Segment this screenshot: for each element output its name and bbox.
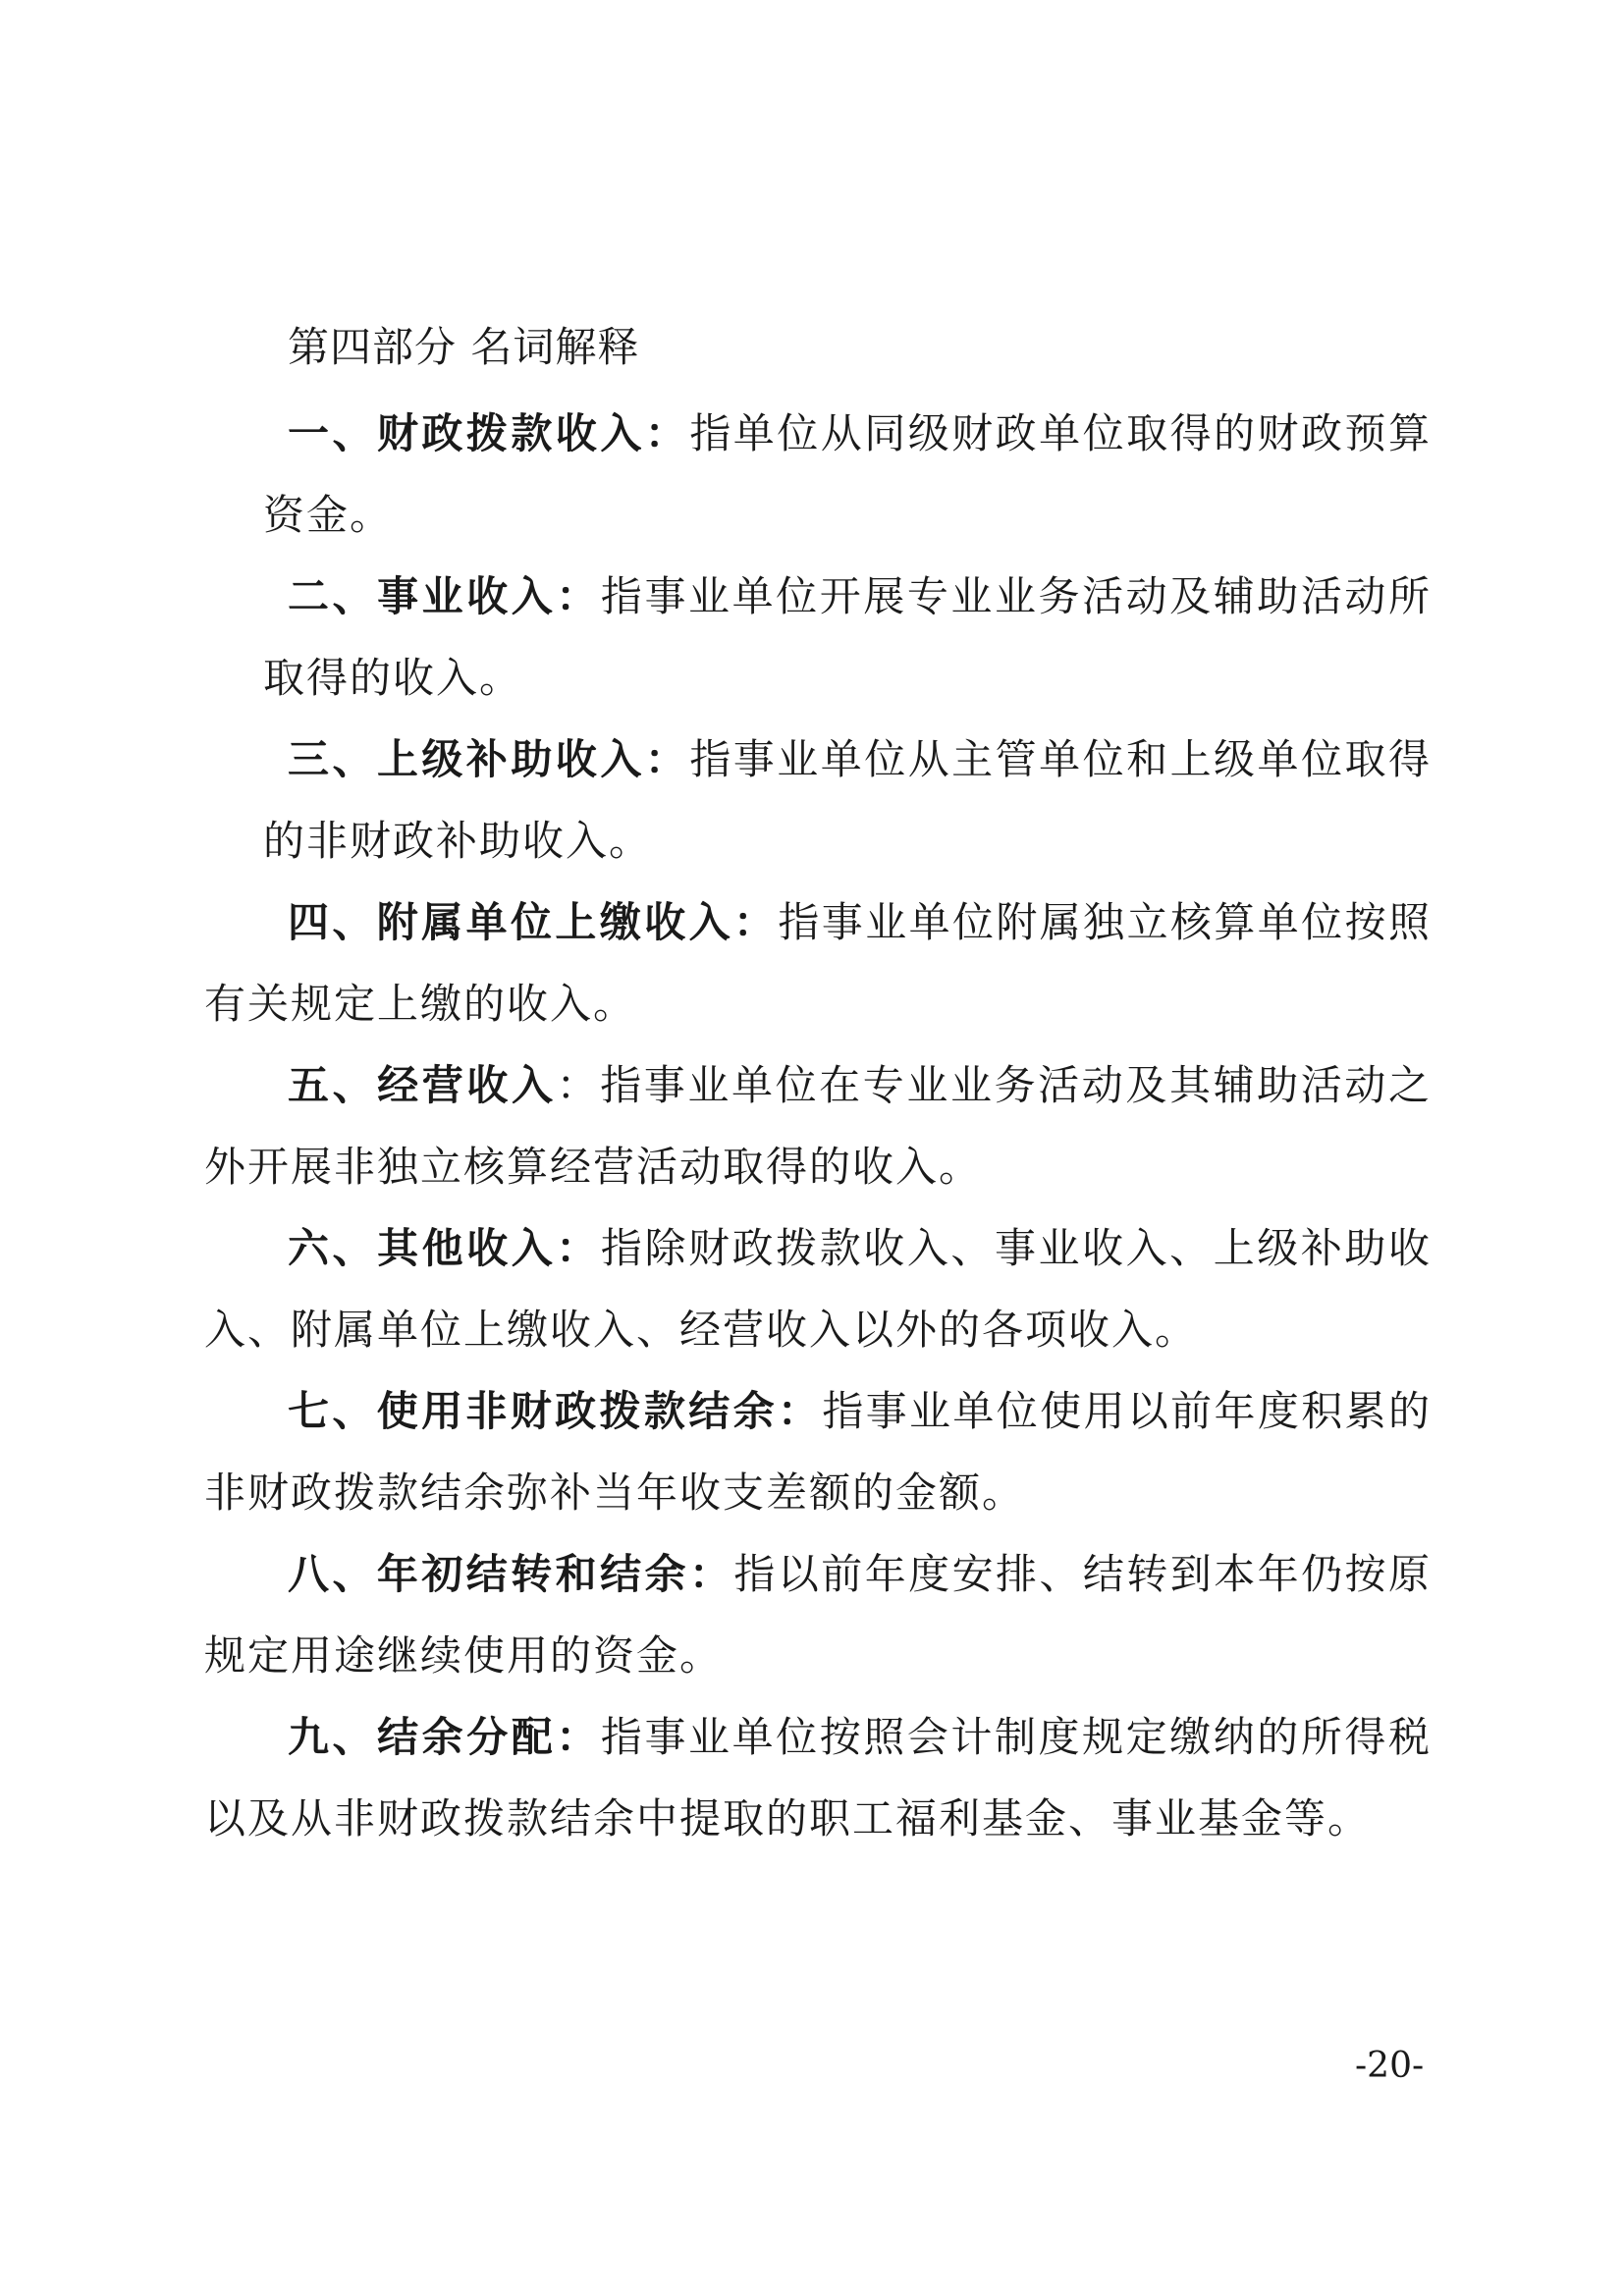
glossary-term: 一、财政拨款收入： <box>288 409 690 457</box>
glossary-definition: 指以前年度安排、结转到本年仍按原规定用途继续使用的资金。 <box>204 1550 1432 1680</box>
glossary-entry-8 <box>204 1533 1432 1696</box>
glossary-entry-6 <box>204 1207 1432 1370</box>
glossary-term: 七、使用非财政拨款结余： <box>288 1387 823 1435</box>
glossary-definition: 指单位从同级财政单位取得的财政预算资金。 <box>263 409 1432 539</box>
glossary-definition: ：指事业单位在专业业务活动及其辅助活动之外开展非独立核算经营活动取得的收入。 <box>204 1061 1432 1191</box>
glossary-entry-3 <box>204 719 1432 881</box>
glossary-entry-2 <box>204 556 1432 719</box>
glossary-term: 四、附属单位上缴收入： <box>288 898 779 946</box>
glossary-term: 三、上级补助收入： <box>288 735 690 783</box>
page-number: -20- <box>1355 2046 1425 2086</box>
glossary-term: 九、结余分配： <box>288 1713 601 1761</box>
glossary-entry-5 <box>204 1044 1432 1207</box>
glossary-definition: 指除财政拨款收入、事业收入、上级补助收入、附属单位上缴收入、经营收入以外的各项收入。 <box>204 1224 1432 1354</box>
glossary-definition: 指事业单位开展专业业务活动及辅助活动所取得的收入。 <box>263 572 1432 702</box>
glossary-term: 八、年初结转和结余： <box>288 1550 734 1598</box>
glossary-term: 六、其他收入： <box>288 1224 601 1272</box>
glossary-definition: 指事业单位按照会计制度规定缴纳的所得税以及从非财政拨款结余中提取的职工福利基金、事业基金等。 <box>204 1713 1432 1842</box>
glossary-definition: 指事业单位使用以前年度积累的非财政拨款结余弥补当年收支差额的金额。 <box>204 1387 1432 1517</box>
glossary-entry-1 <box>204 393 1432 556</box>
glossary-definition: 指事业单位附属独立核算单位按照有关规定上缴的收入。 <box>204 898 1432 1028</box>
glossary-term: 二、事业收入： <box>288 572 601 620</box>
glossary-list <box>204 393 1432 1859</box>
glossary-term: 五、经营收入 <box>288 1061 557 1109</box>
glossary-entry-9 <box>204 1696 1432 1859</box>
glossary-entry-4 <box>204 881 1432 1044</box>
glossary-definition: 指事业单位从主管单位和上级单位取得的非财政补助收入。 <box>263 735 1432 865</box>
section-title: 第四部分 名词解释 <box>288 323 640 371</box>
glossary-entry-7 <box>204 1370 1432 1533</box>
